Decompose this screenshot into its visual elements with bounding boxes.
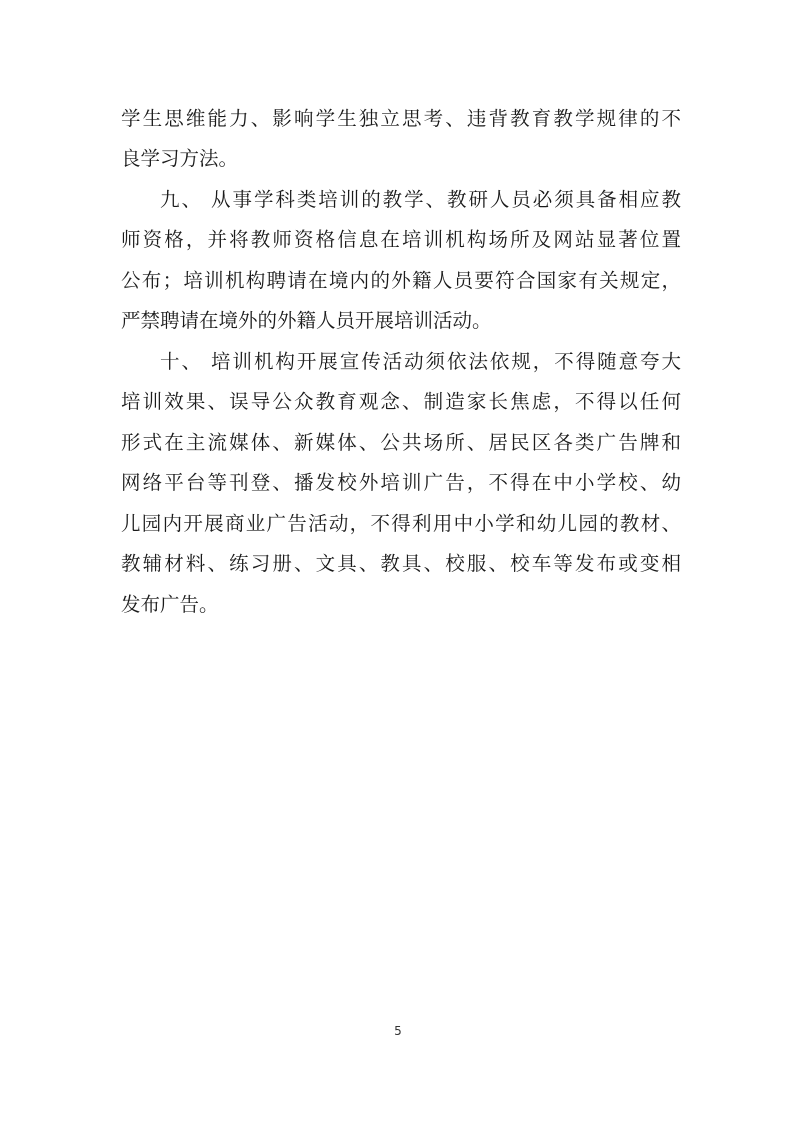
text-line-1: 学生思维能力、影响学生独立思考、违背教育教学规律的不 [121, 107, 681, 130]
text-line-10: 网络平台等刊登、播发校外培训广告，不得在中小学校、幼 [121, 471, 681, 494]
page-number: 5 [394, 1024, 402, 1038]
text-line-11: 儿园内开展商业广告活动，不得利用中小学和幼儿园的教材、 [121, 512, 681, 535]
text-line-6: 严禁聘请在境外的外籍人员开展培训活动。 [121, 309, 492, 332]
text-line-3: 九、 从事学科类培训的教学、教研人员必须具备相应教 [160, 188, 681, 211]
text-line-13: 发布广告。 [121, 593, 219, 616]
text-line-4: 师资格，并将教师资格信息在培训机构场所及网站显著位置 [121, 228, 681, 251]
text-line-8: 培训效果、误导公众教育观念、制造家长焦虑，不得以任何 [121, 390, 681, 413]
text-line-12: 教辅材料、练习册、文具、教具、校服、校车等发布或变相 [121, 552, 681, 575]
text-line-9: 形式在主流媒体、新媒体、公共场所、居民区各类广告牌和 [121, 431, 681, 454]
text-line-2: 良学习方法。 [121, 147, 239, 170]
text-line-7: 十、 培训机构开展宣传活动须依法依规，不得随意夸大 [160, 350, 681, 373]
text-line-5: 公布；培训机构聘请在境内的外籍人员要符合国家有关规定， [121, 269, 681, 292]
